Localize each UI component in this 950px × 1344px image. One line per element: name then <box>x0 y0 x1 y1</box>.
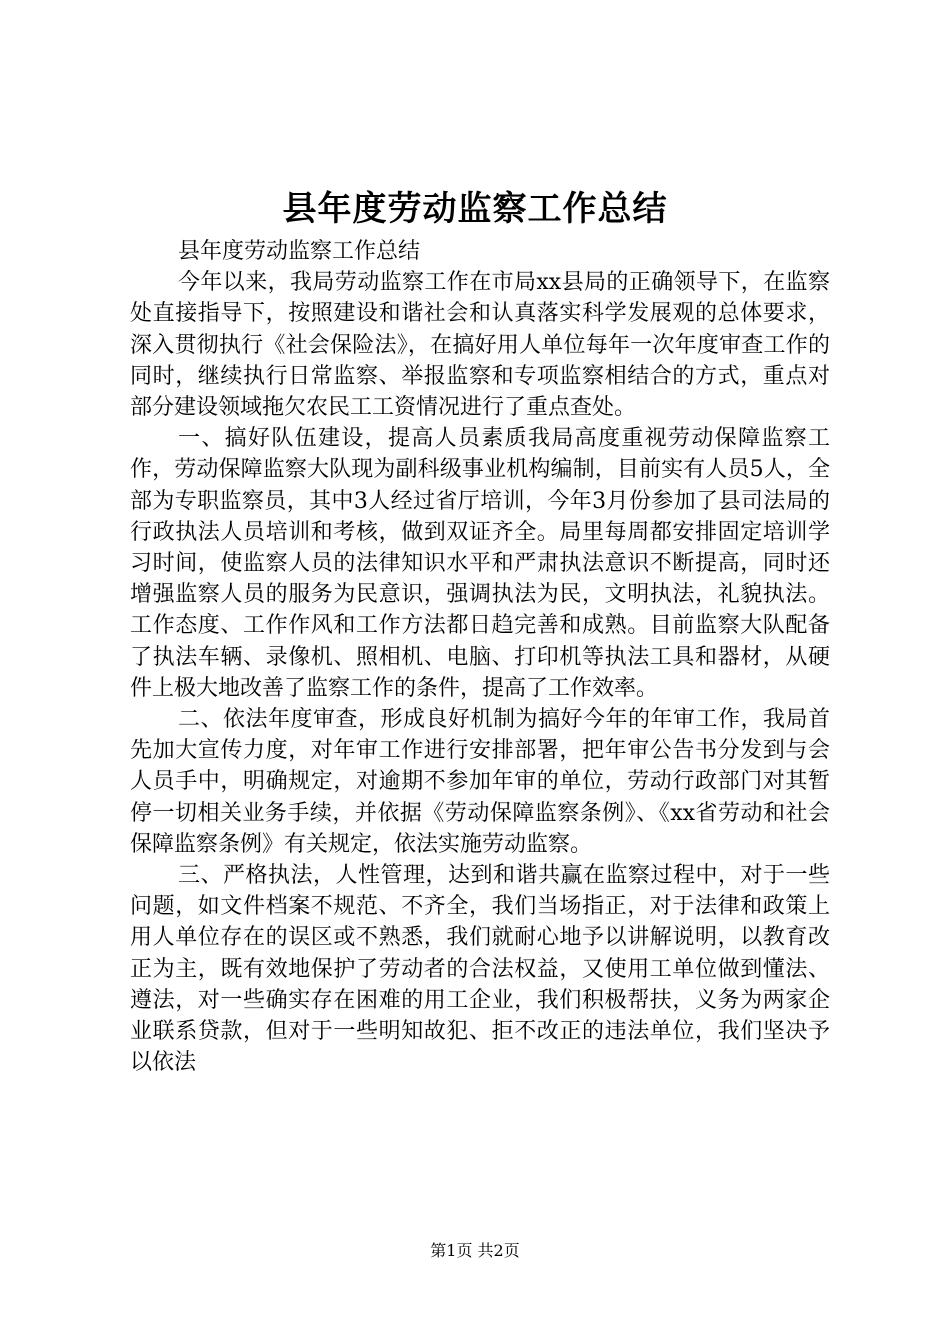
paragraph-section-3: 三、严格执法，人性管理，达到和谐共赢在监察过程中，对于一些问题，如文件档案不规范、不齐全，我们当场指正，对于法律和政策上用人单位存在的误区或不熟悉，我们就耐心地予以讲解说明，以教育改正为主，既有效地保护了劳动者的合法权益，又使用工单位做到懂法、遵法，对一些确实存在困难的用工企业，我们积极帮扶，义务为两家企业联系贷款，但对于一些明知故犯、拒不改正的违法单位，我们坚决予以依法 <box>130 863 830 1076</box>
page-number-footer: 第1页 共2页 <box>430 1241 520 1260</box>
paragraph-section-1: 一、搞好队伍建设，提高人员素质我局高度重视劳动保障监察工作，劳动保障监察大队现为副科级事业机构编制，目前实有人员5人，全部为专职监察员，其中3人经过省厅培训，今年3月份参加了县司法局的行政执法人员培训和考核，做到双证齐全。局里每周都安排固定培训学习时间，使监察人员的法律知识水平和严肃执法意识不断提高，同时还增强监察人员的服务为民意识，强调执法为民，文明执法，礼貌执法。工作态度、工作作风和工作方法都日趋完善和成熟。目前监察大队配备了执法车辆、录像机、照相机、电脑、打印机等执法工具和器材，从硬件上极大地改善了监察工作的条件，提高了工作效率。 <box>130 426 830 701</box>
document-body <box>130 236 830 1078</box>
document-title: 县年度劳动监察工作总结 <box>282 189 668 229</box>
paragraph-section-2: 二、依法年度审查，形成良好机制为搞好今年的年审工作，我局首先加大宣传力度，对年审工作进行安排部署，把年审公告书分发到与会人员手中，明确规定，对逾期不参加年审的单位，劳动行政部门对其暂停一切相关业务手续，并依据《劳动保障监察条例》、《xx省劳动和社会保障监察条例》有关规定，依法实施劳动监察。 <box>130 707 830 857</box>
document-subtitle: 县年度劳动监察工作总结 <box>178 239 421 264</box>
paragraph-intro: 今年以来，我局劳动监察工作在市局xx县局的正确领导下，在监察处直接指导下，按照建设和谐社会和认真落实科学发展观的总体要求，深入贯彻执行《社会保险法》，在搞好用人单位每年一次年度审查工作的同时，继续执行日常监察、举报监察和专项监察相结合的方式，重点对部分建设领域拖欠农民工工资情况进行了重点查处。 <box>130 270 830 421</box>
